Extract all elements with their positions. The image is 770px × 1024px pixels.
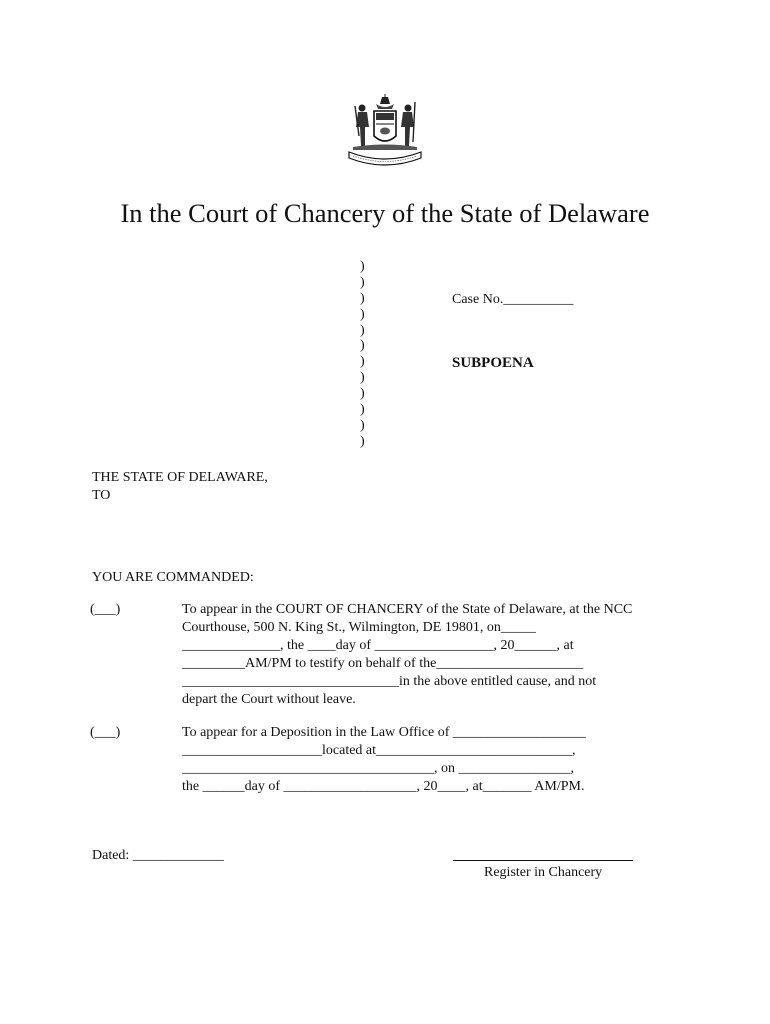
deposition-text — [182, 724, 682, 796]
commanded-heading: YOU ARE COMMANDED: — [92, 570, 254, 585]
address-line-2: TO — [92, 488, 111, 503]
caption-paren: ) — [360, 322, 365, 338]
court-appearance-text — [182, 601, 682, 709]
court-appearance-line: Courthouse, 500 N. King St., Wilmington, DE 19801, on_____ — [182, 620, 536, 635]
caption-paren: ) — [360, 338, 365, 354]
caption-paren: ) — [360, 306, 365, 322]
case-number-field[interactable]: Case No.__________ — [452, 292, 574, 307]
dated-field[interactable]: Dated: _____________ — [92, 848, 224, 863]
court-appearance-line: depart the Court without leave. — [182, 692, 356, 707]
address-line-1: THE STATE OF DELAWARE, — [92, 470, 268, 485]
deposition-checkbox[interactable]: (___) — [90, 725, 121, 740]
caption-paren: ) — [360, 417, 365, 433]
caption-paren: ) — [360, 370, 365, 386]
caption-paren: ) — [360, 402, 365, 418]
caption-paren: ) — [360, 259, 365, 274]
deposition-line: ____________________located at____________________________, — [182, 743, 576, 758]
caption-paren: ) — [360, 433, 365, 449]
delaware-state-seal-icon — [343, 92, 427, 170]
caption-paren: ) — [360, 386, 365, 402]
court-appearance-line: _______________________________in the above entitled cause, and not — [182, 674, 597, 689]
signature-line — [453, 860, 633, 861]
deposition-line: the ______day of ___________________, 20____, at_______ AM/PM. — [182, 779, 585, 794]
court-appearance-line: _________AM/PM to testify on behalf of the_____________________ — [182, 656, 584, 671]
caption-paren: ) — [360, 354, 365, 370]
court-appearance-line: ______________, the ____day of _________________, 20______, at — [182, 638, 574, 653]
deposition-line: ____________________________________, on ________________, — [182, 761, 574, 776]
caption-paren: ) — [360, 274, 365, 290]
caption-paren: ) — [360, 290, 365, 306]
court-title: In the Court of Chancery of the State of Delaware — [120, 198, 650, 228]
court-appearance-checkbox[interactable]: (___) — [90, 602, 121, 617]
document-type-heading: SUBPOENA — [452, 355, 534, 371]
caption-parentheses — [360, 259, 370, 450]
deposition-line: To appear for a Deposition in the Law Office of ___________________ — [182, 725, 586, 740]
register-in-chancery-label: Register in Chancery — [484, 865, 603, 880]
court-appearance-line: To appear in the COURT OF CHANCERY of the State of Delaware, at the NCC — [182, 602, 633, 617]
